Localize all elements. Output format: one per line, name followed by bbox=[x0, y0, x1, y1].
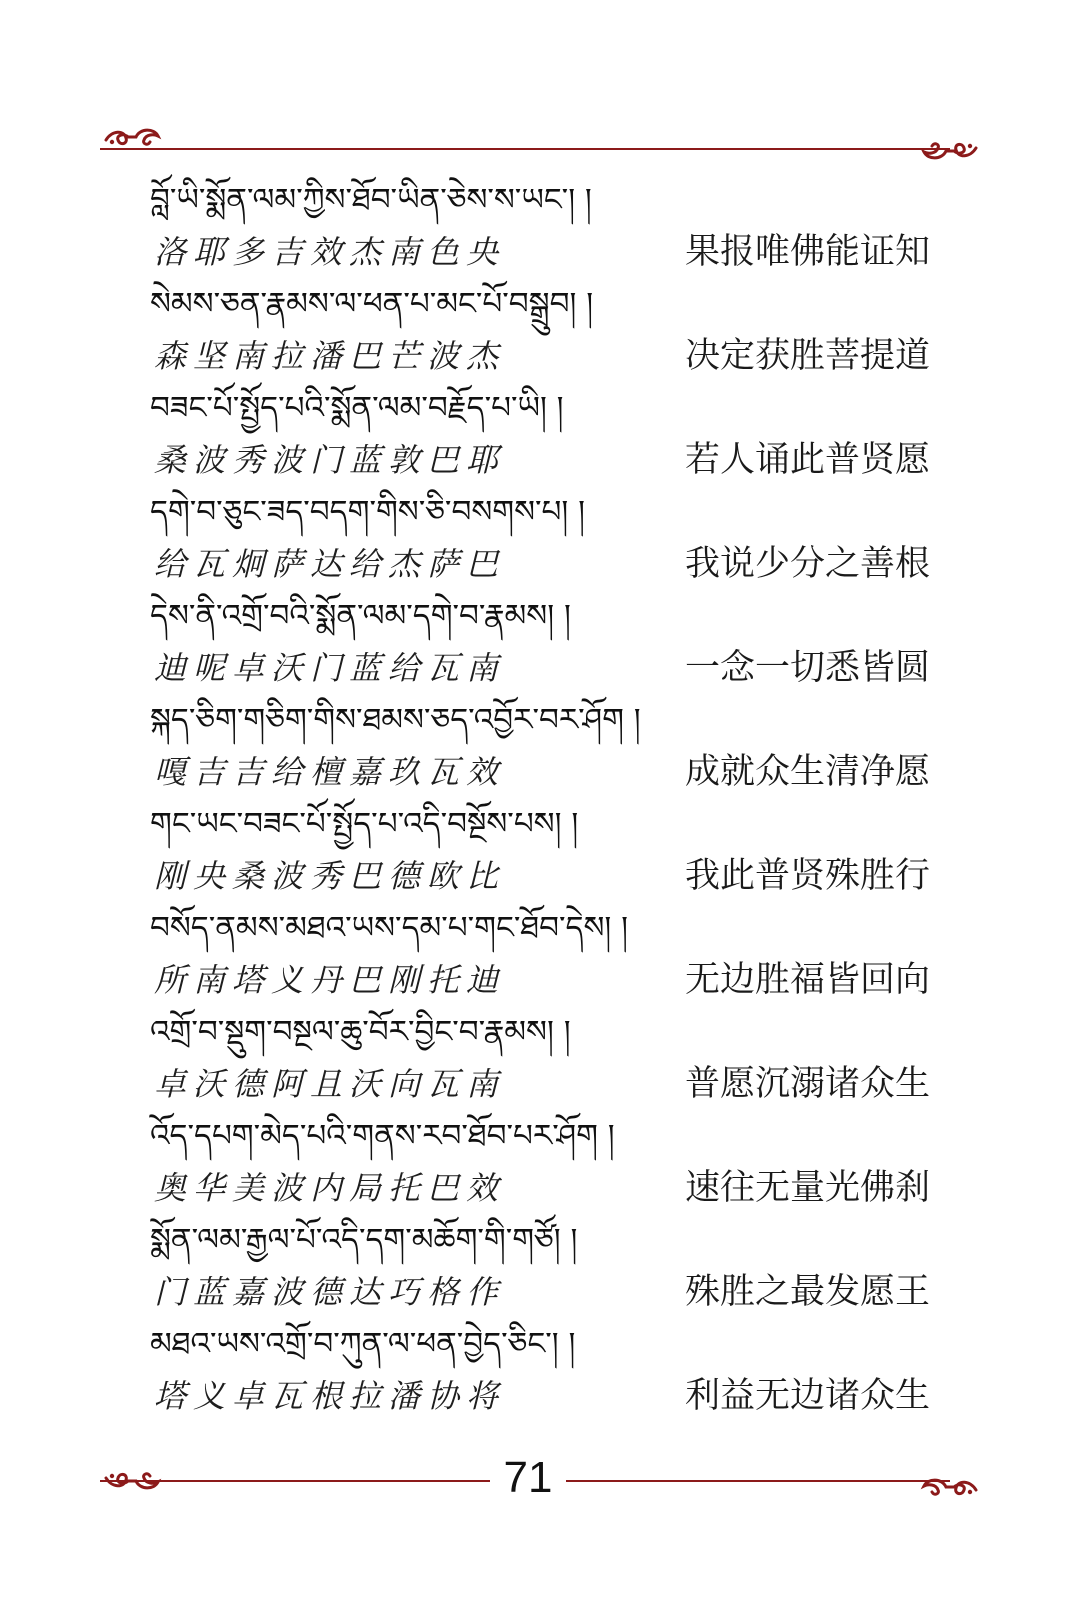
tibetan-script-line: འགྲོ་བ་སྡུག་བསྔལ་ཆུ་བོར་བྱིང་བ་རྣམས། ། bbox=[150, 1014, 571, 1050]
page-number: 71 bbox=[490, 1448, 567, 1508]
verse-line bbox=[150, 176, 930, 280]
chinese-transliteration: 所南塔义丹巴刚托迪 bbox=[154, 961, 506, 999]
chinese-translation: 利益无边诸众生 bbox=[684, 1376, 930, 1416]
chinese-translation: 果报唯佛能证知 bbox=[684, 232, 930, 272]
verse-line bbox=[150, 1112, 930, 1216]
chinese-transliteration: 门蓝嘉波德达巧格作 bbox=[154, 1273, 506, 1311]
tibetan-script-line: སེམས་ཅན་རྣམས་ལ་ཕན་པ་མང་པོ་བསྒྲུབ། ། bbox=[150, 286, 594, 322]
verse-line bbox=[150, 904, 930, 1008]
verse-line bbox=[150, 1320, 930, 1424]
chinese-translation: 成就众生清净愿 bbox=[684, 752, 930, 792]
chinese-translation: 决定获胜菩提道 bbox=[684, 336, 930, 376]
chinese-translation: 若人诵此普贤愿 bbox=[684, 440, 930, 480]
chinese-transliteration: 刚央桑波秀巴德欧比 bbox=[154, 857, 506, 895]
verse-line bbox=[150, 384, 930, 488]
chinese-translation: 殊胜之最发愿王 bbox=[684, 1272, 930, 1312]
page-footer bbox=[0, 1448, 1080, 1508]
tibetan-script-line: གང་ཡང་བཟང་པོ་སྤྱོད་པ་འདི་བསྔོས་པས། ། bbox=[150, 806, 579, 842]
verse-line bbox=[150, 592, 930, 696]
chinese-transliteration: 给瓦炯萨达给杰萨巴 bbox=[154, 545, 506, 583]
chinese-transliteration: 洛耶多吉效杰南色央 bbox=[154, 233, 506, 271]
tibetan-script-line: བློ་ཡི་སྨོན་ལམ་ཀྱིས་ཐོབ་ཡིན་ཅེས་ས་ཡང་། ། bbox=[150, 182, 592, 218]
tibetan-script-line: དེས་ནི་འགྲོ་བའི་སྨོན་ལམ་དགེ་བ་རྣམས། ། bbox=[150, 598, 571, 634]
chinese-transliteration: 奥华美波内局托巴效 bbox=[154, 1169, 506, 1207]
chinese-transliteration: 森坚南拉潘巴芒波杰 bbox=[154, 337, 506, 375]
chinese-transliteration: 嘎吉吉给檀嘉玖瓦效 bbox=[154, 753, 506, 791]
chinese-translation: 无边胜福皆回向 bbox=[684, 960, 930, 1000]
chinese-translation: 一念一切悉皆圆 bbox=[684, 648, 930, 688]
chinese-translation: 我此普贤殊胜行 bbox=[684, 856, 930, 896]
chinese-transliteration: 迪呢卓沃门蓝给瓦南 bbox=[154, 649, 506, 687]
verse-line bbox=[150, 280, 930, 384]
tibetan-script-line: མཐའ་ཡས་འགྲོ་བ་ཀུན་ལ་ཕན་བྱེད་ཅིང་། ། bbox=[150, 1326, 576, 1362]
top-left-scroll-ornament-icon bbox=[102, 122, 162, 150]
chinese-transliteration: 桑波秀波门蓝敦巴耶 bbox=[154, 441, 506, 479]
tibetan-script-line: སྨོན་ལམ་རྒྱལ་པོ་འདི་དག་མཆོག་གི་གཙོ། ། bbox=[150, 1222, 578, 1258]
chinese-translation: 速往无量光佛刹 bbox=[684, 1168, 930, 1208]
tibetan-script-line: བཟང་པོ་སྤྱོད་པའི་སྨོན་ལམ་བརྗོད་པ་ཡི། ། bbox=[150, 390, 564, 426]
tibetan-script-line: དགེ་བ་ཅུང་ཟད་བདག་གིས་ཅི་བསགས་པ། ། bbox=[150, 494, 585, 530]
tibetan-script-line: བསོད་ནམས་མཐའ་ཡས་དམ་པ་གང་ཐོབ་དེས། ། bbox=[150, 910, 628, 946]
tibetan-script-line: སྐད་ཅིག་གཅིག་གིས་ཐམས་ཅད་འབྱོར་བར་ཤོག ། bbox=[150, 702, 641, 738]
verse-line bbox=[150, 488, 930, 592]
top-decorative-rule bbox=[100, 148, 950, 150]
verse-line bbox=[150, 1008, 930, 1112]
chinese-translation: 普愿沉溺诸众生 bbox=[684, 1064, 930, 1104]
chinese-transliteration: 卓沃德阿且沃向瓦南 bbox=[154, 1065, 506, 1103]
tibetan-script-line: འོད་དཔག་མེད་པའི་གནས་རབ་ཐོབ་པར་ཤོག ། bbox=[150, 1118, 615, 1154]
prayer-text-body bbox=[150, 176, 930, 1424]
chinese-translation: 我说少分之善根 bbox=[684, 544, 930, 584]
verse-line bbox=[150, 1216, 930, 1320]
verse-line bbox=[150, 800, 930, 904]
verse-line bbox=[150, 696, 930, 800]
chinese-transliteration: 塔义卓瓦根拉潘协将 bbox=[154, 1377, 506, 1415]
top-right-scroll-ornament-icon bbox=[920, 138, 980, 166]
